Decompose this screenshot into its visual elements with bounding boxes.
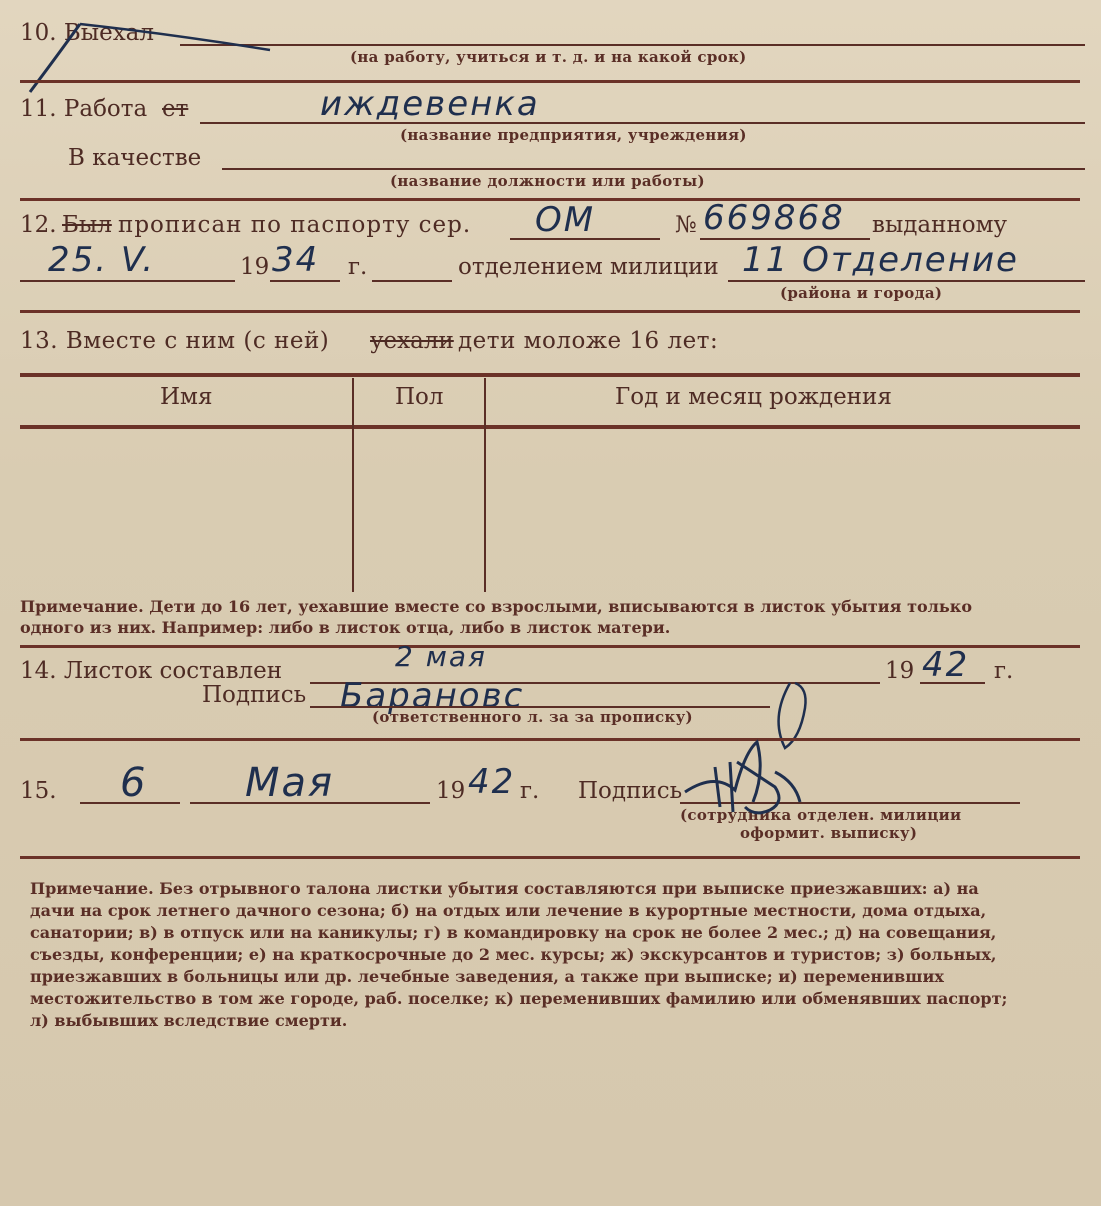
s11-struck-suffix: ет xyxy=(162,96,189,122)
s12-dept-line xyxy=(728,280,1085,282)
s14-signature-handwritten: Барановс xyxy=(340,676,525,716)
s12-no-sign: № xyxy=(675,212,697,238)
divider-14-15 xyxy=(20,738,1080,741)
table-top-rule xyxy=(20,373,1080,377)
table-col-name: Имя xyxy=(160,384,213,410)
s11-capacity-line xyxy=(222,168,1085,170)
s11-value-handwritten: иждевенка xyxy=(320,84,540,124)
divider-13-14 xyxy=(20,645,1080,648)
s12-year-line xyxy=(270,280,340,282)
s12-label-text: прописан по паспорту сер. xyxy=(118,212,472,238)
s14-label: 14. Листок составлен xyxy=(20,658,283,684)
table-col-divider-2 xyxy=(484,378,486,592)
s14-sign-label: Подпись xyxy=(202,682,307,708)
s15-sign-hint-2: оформит. выписку) xyxy=(740,824,918,842)
s13-label-post: дети моложе 16 лет: xyxy=(458,328,719,354)
table-col-divider-1 xyxy=(352,378,354,592)
s12-year-suffix: г. xyxy=(348,254,368,280)
s11-hint: (название предприятия, учреждения) xyxy=(400,126,747,144)
s12-series-line xyxy=(510,238,660,240)
s14-year-handwritten: 42 xyxy=(922,645,970,685)
s15-month-line xyxy=(190,802,430,804)
s15-year-prefix: 19 xyxy=(436,778,466,804)
s14-year-prefix: 19 xyxy=(885,658,915,684)
s15-year-handwritten: 42 xyxy=(468,762,516,802)
s12-label-num: 12. xyxy=(20,212,57,238)
s13-struck-word: уехали xyxy=(370,328,454,354)
table-col-birth: Год и месяц рождения xyxy=(615,384,892,410)
s12-struck-word: Был xyxy=(62,212,112,238)
s12-dept-hint: (района и города) xyxy=(780,284,943,302)
s14-sign-hint: (ответственного л. за за прописку) xyxy=(372,708,693,726)
s12-gap-line xyxy=(372,280,452,282)
s11-line xyxy=(200,122,1085,124)
s11-capacity-hint: (название должности или работы) xyxy=(390,172,705,190)
s14-date-handwritten: 2 мая xyxy=(395,640,487,673)
s15-sign-label: Подпись xyxy=(578,778,683,804)
divider-12-13 xyxy=(20,310,1080,313)
s14-year-suffix: г. xyxy=(994,658,1014,684)
s14-year-line xyxy=(920,682,985,684)
s12-date-handwritten: 25. V. xyxy=(48,240,156,280)
s10-line xyxy=(180,44,1085,46)
s11-label: 11. Работа xyxy=(20,96,148,122)
s15-day-handwritten: 6 xyxy=(120,760,148,806)
s12-issued-label: выданному xyxy=(872,212,1008,238)
table-col-sex: Пол xyxy=(395,384,444,410)
s10-label: 10. Выехал xyxy=(20,20,155,46)
s15-year-suffix: г. xyxy=(520,778,540,804)
s11-capacity-label: В качестве xyxy=(68,145,202,171)
s13-note: Примечание. Дети до 16 лет, уехавшие вместе со взрослыми, вписываются в листок убытия только одного из них. Например: либо в листок отца, либо в листок матери. xyxy=(20,597,973,637)
s15-sign-hint-1: (сотрудника отделен. милиции xyxy=(680,806,962,824)
divider-15-note xyxy=(20,856,1080,859)
s13-label-pre: 13. Вместе с ним (с ней) xyxy=(20,328,330,354)
bottom-note: Примечание. Без отрывного талона листки убытия составляются при выписке приезжавших: а) на дачи на срок летнего дачного сезона; б) на отдых или лечение в курортные местности, дома отдыха, санатории; в) в отпуск или на каникулы; г) в командировку на срок не более 2 мес.; д) на совещания, съезды, конференции; е) на краткосрочные до 2 мес. курсы; ж) экскурсантов и туристов; з) больных, приезжавших в больницы или др. лечебные заведения, а также при выписке; и) переменивших местожительство в том же городе, раб. поселке; к) переменивших фамилию или обменявших паспорт; л) выбывших вследствие смерти. xyxy=(30,879,1008,1030)
s15-label: 15. xyxy=(20,778,57,804)
s12-dept-label: отделением милиции xyxy=(458,254,719,280)
s15-day-line xyxy=(80,802,180,804)
s10-hint: (на работу, учиться и т. д. и на какой срок) xyxy=(350,48,747,66)
s12-year-prefix: 19 xyxy=(240,254,270,280)
s12-series-handwritten: ОМ xyxy=(535,200,596,240)
s12-dept-handwritten: 11 Отделение xyxy=(742,240,1019,280)
officer-signature-image xyxy=(675,732,815,822)
table-header-rule xyxy=(20,425,1080,429)
divider-10-11 xyxy=(20,80,1080,83)
s12-year-handwritten: 34 xyxy=(272,240,320,280)
s12-passport-number-handwritten: 669868 xyxy=(703,198,845,238)
s15-month-handwritten: Мая xyxy=(245,760,335,806)
s12-date-line xyxy=(20,280,235,282)
